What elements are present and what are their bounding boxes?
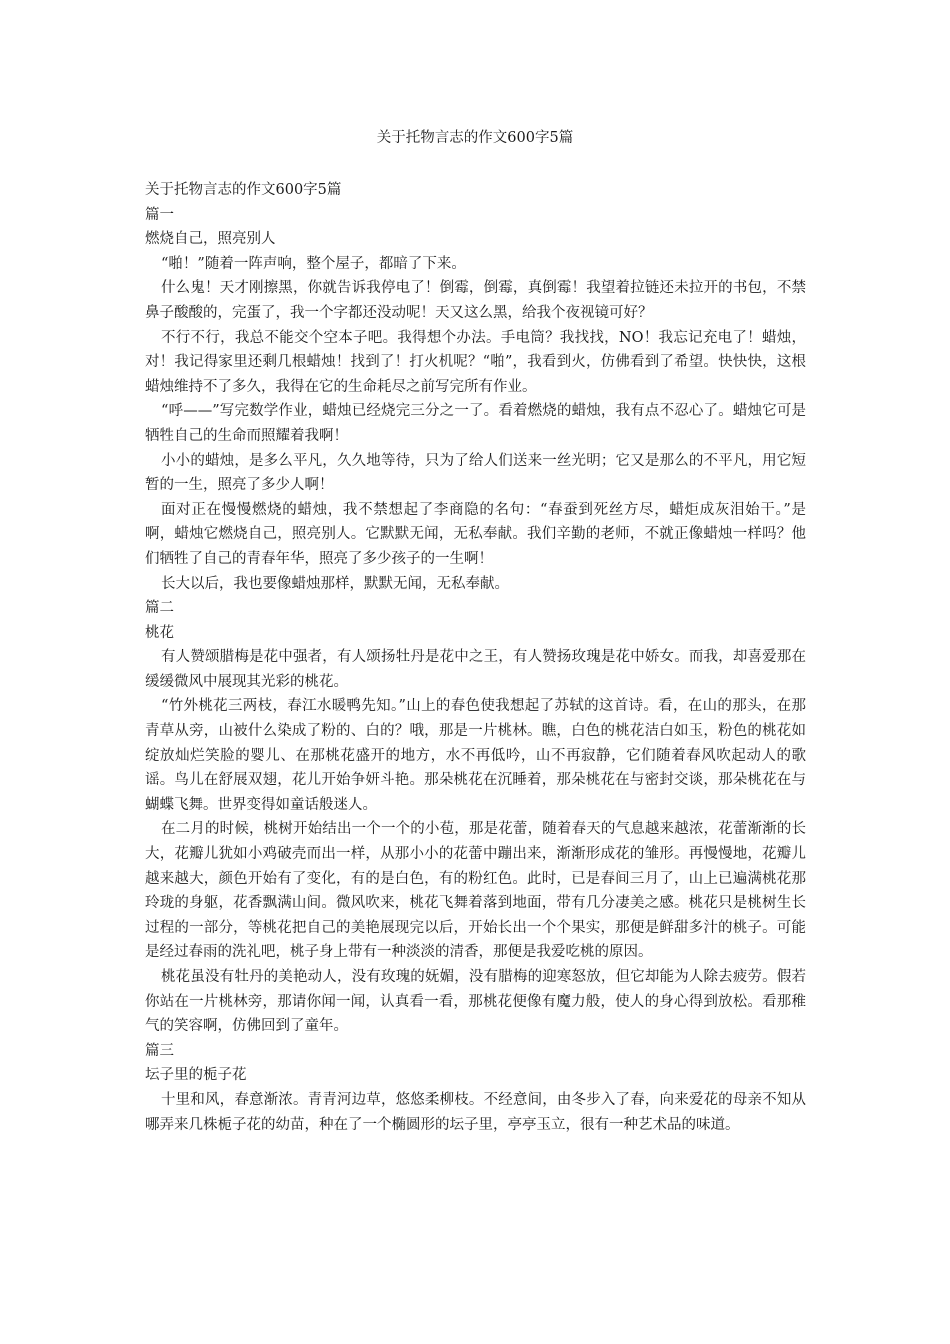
paragraph: “呼——”写完数学作业，蜡烛已经烧完三分之一了。看着燃烧的蜡烛，我有点不忍心了。蜡烛它可是牺牲自己的生命而照耀着我啊！ [145, 403, 806, 444]
paragraph: “竹外桃花三两枝，春江水暖鸭先知。”山上的春色使我想起了苏轼的这首诗。看，在山的那头，在那青草从旁，山被什么染成了粉的、白的？哦，那是一片桃林。瞧，白色的桃花洁白如玉，粉色的桃花如绽放灿烂笑脸的婴儿、在那桃花盛开的地方，水不再低吟，山不再寂静，它们随着春风吹起动人的歌谣。鸟儿在舒展双翅，花儿开始争妍斗艳。那朵桃花在沉睡着，那朵桃花在与密封交谈，那朵桃花在与蝴蝶飞舞。世界变得如童话般迷人。 [145, 698, 806, 813]
paragraph: 在二月的时候，桃树开始结出一个一个的小苞，那是花蕾，随着春天的气息越来越浓，花蕾渐渐的长大，花瓣儿犹如小鸡破壳而出一样，从那小小的花蕾中蹦出来，渐渐形成花的雏形。再慢慢地，花瓣儿越来越大，颜色开始有了变化，有的是白色，有的粉红色。此时，已是春间三月了，山上已遍满桃花那玲珑的身躯，花香飘满山间。微风吹来，桃花飞舞着落到地面，带有几分凄美之感。桃花只是桃树生长过程的一部分，等桃花把自己的美艳展现完以后，开始长出一个个果实，那便是鲜甜多汁的桃子。可能是经过春雨的洗礼吧，桃子身上带有一种淡淡的清香，那便是我爱吃桃的原因。 [145, 821, 806, 961]
section-label: 篇二 [145, 600, 174, 617]
section-label: 篇三 [145, 1042, 174, 1059]
document-body [145, 178, 806, 1137]
section-label: 篇一 [145, 206, 174, 223]
paragraph: 不行不行，我总不能交个空本子吧。我得想个办法。手电筒？我找找，NO！我忘记充电了！蜡烛，对！我记得家里还剩几根蜡烛！找到了！打火机呢？“啪”，我看到火，仿佛看到了希望。快快快，这根蜡烛维持不了多久，我得在它的生命耗尽之前写完所有作业。 [145, 329, 806, 395]
body-heading: 关于托物言志的作文600字5篇 [145, 182, 342, 198]
paragraph: 长大以后，我也要像蜡烛那样，默默无闻，无私奉献。 [161, 575, 509, 592]
section-title: 坛子里的栀子花 [145, 1067, 247, 1084]
paragraph: 桃花虽没有牡丹的美艳动人，没有玫瑰的妩媚，没有腊梅的迎寒怒放，但它却能为人除去疲劳。假若你站在一片桃林旁，那请你闻一闻，认真看一看，那桃花便像有魔力般，使人的身心得到放松。看那稚气的笑容啊，仿佛回到了童年。 [145, 969, 806, 1035]
section-title: 桃花 [145, 624, 174, 641]
paragraph: 十里和风，春意渐浓。青青河边草，悠悠柔柳枝。不经意间，由冬步入了春，向来爱花的母亲不知从哪弄来几株栀子花的幼苗，种在了一个椭圆形的坛子里，亭亭玉立，很有一种艺术品的味道。 [145, 1091, 806, 1133]
paragraph: 面对正在慢慢燃烧的蜡烛，我不禁想起了李商隐的名句：“春蚕到死丝方尽，蜡炬成灰泪始干。”是啊，蜡烛它燃烧自己，照亮别人。它默默无闻，无私奉献。我们辛勤的老师，不就正像蜡烛一样吗？他们牺牲了自己的青春年华，照亮了多少孩子的一生啊！ [145, 501, 806, 567]
paragraph: 小小的蜡烛，是多么平凡，久久地等待，只为了给人们送来一丝光明；它又是那么的不平凡，用它短暂的一生，照亮了多少人啊！ [145, 452, 806, 494]
paragraph: “啪！”随着一阵声响，整个屋子，都暗了下来。 [161, 255, 466, 272]
page-title: 关于托物言志的作文600字5篇 [376, 130, 574, 146]
section-title: 燃烧自己，照亮别人 [145, 231, 276, 248]
paragraph: 什么鬼！天才刚擦黑，你就告诉我停电了！倒霉，倒霉，真倒霉！我望着拉链还未拉开的书包，不禁鼻子酸酸的，完蛋了，我一个字都还没动呢！天又这么黑，给我个夜视镜可好？ [145, 280, 806, 321]
paragraph: 有人赞颂腊梅是花中强者，有人颂扬牡丹是花中之王，有人赞扬玫瑰是花中娇女。而我，却喜爱那在缓缓微风中展现其光彩的桃花。 [145, 649, 806, 690]
